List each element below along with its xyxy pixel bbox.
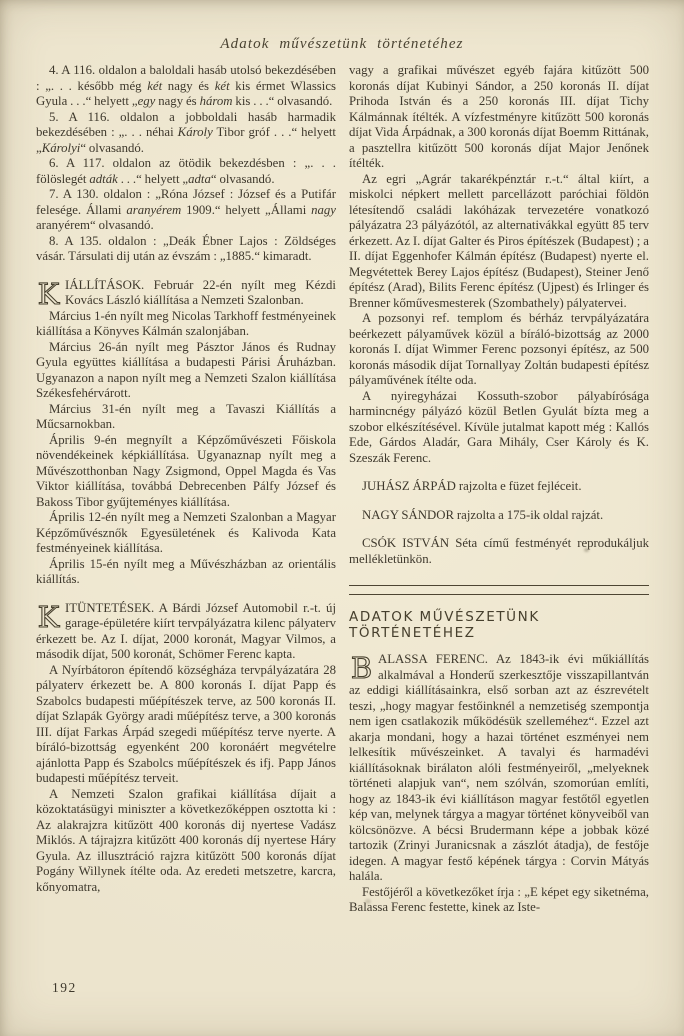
section-paragraph: BALASSA FERENC. Az 1843-ik évi műkiállítás alkalmával a Honderű szerkesztője visszapillantván az eddigi kiállításainkra, első sorban azt az észrevételt teszi, „hogy magyar festőinknél a nemzetiség szempontja nem igen csatlakozik működésük szelleméhez“. Ezzel azt akarja mondani, hogy a hazai történet eszményei nem lelkesítik művészeinket. A tavalyi és harmadévi kiállításoknak birálaton alóli festményeiről, „melyeknek történeti alapjuk van“, nem szólván, szomorúan említi, hogy az 1843-ik évi kiállításon magyar festőtől egyetlen kép van, melynek tárgya a magyar történet könyveiből van kölcsönözve. A bécsi Brudermann képe a jobbak közé tartozik (Zrinyi Juranicsnak a zászlót átadja), de festője idegen. A magyar festő képének tárgya : Corvin Mátyás halála.	[349, 651, 649, 883]
paragraph: Április 12-én nyílt meg a Nemzeti Szalonban a Magyar Képzőművésznők Egyesületének és Kalivoda Kata festményeinek kiállítása.	[36, 510, 336, 555]
right-column	[349, 63, 649, 916]
paragraph: Április 9-én megnyílt a Képzőművészeti Főiskola növendékeinek képkiállítása. Ugyanaznap nyílt meg a Művészotthonban Nagy Zsigmond, Oppel Magda és Vas Viktor kiállítása, továbbá Debrecenben Pálfy József és Bakoss Tibor gyűjteményes kiállítása.	[36, 432, 336, 509]
dropcap-initial: B	[350, 651, 373, 685]
paragraph: A pozsonyi ref. templom és bérház tervpályázatára beérkezett pályaművek közül a bíráló-bizottság az 2000 koronás I. díjat Wimmer Ferenc pozsonyi építész, az 500 koronás második díjat Tornallyay Zoltán budapesti építész pályaművének ítélte oda.	[349, 311, 649, 387]
paragraph: 8. A 135. oldalon : „Deák Ébner Lajos : Zöldséges vásár. Társulati dij után az évszám : „1885.“ kimaradt.	[36, 233, 336, 263]
paragraph: Április 15-én nyílt meg a Művészházban az orientális kiállítás.	[36, 556, 336, 586]
text-columns	[36, 63, 650, 916]
paragraph: A Nemzeti Szalon grafikai kiállítása díjait a közoktatásügyi miniszter a következőképpen osztotta ki : Az alakrajzra kitűzött 400 koronás dij nyertese Vadász Miklós. A tájrajzra kitűzött 400 koronás díj nyertese Háry Gyula. Az illusztráció rajzra kitűzött 500 koronás díjat Pogány Willynek ítélte oda. Az eredeti metszetre, karcra, kőnyomatra,	[36, 786, 336, 894]
article-section-heading: ADATOK MŰVÉSZETÜNK TÖRTÉNETÉHEZ	[349, 609, 540, 641]
dropcap-initial: K	[37, 276, 60, 311]
paragraph: Március 31-én nyílt meg a Tavaszi Kiállítás a Műcsarnokban.	[36, 401, 336, 431]
paragraph: Március 26-án nyílt meg Pásztor János és Rudnay Gyula együttes kiállítása a budapesti Párisi Áruházban. Ugyanazon a napon nyílt meg a Nemzeti Szalon kiállítása Székesfehérvárott.	[36, 339, 336, 400]
paragraph: JUHÁSZ ÁRPÁD rajzolta e füzet fejléceit.	[362, 479, 582, 493]
section-paragraph: KITÜNTETÉSEK. A Bárdi József Automobil r.-t. új garage-épületére kiírt tervpályázatra kilenc pályaterv érkezett be. Az I. díjat, 2000 koronát, Magyar Vilmos, a második díjat, 500 koronát, Schömer Ferenc kapta.	[36, 599, 336, 661]
paragraph: A nyiregyházai Kossuth-szobor pályabírósága harmincnégy pályázó közül Betlen Gyulát bízta meg a szobor elkészítésével. Kívüle jutalmat kapott még : Kallós Ede, Gárdos Aladár, Gara Mihály, Cser Károly és K. Szeszák Ferenc.	[349, 388, 649, 465]
paragraph: 5. A 116. oldalon a jobboldali hasáb harmadik bekezdésében : „. . . néhai Károly Tibor gróf . . .“ helyett „Károlyi“ olvasandó.	[36, 109, 336, 155]
paragraph: 7. A 130. oldalon : „Róna József : József és a Putifár felesége. Állami aranyérem 1909.“ helyett „Állami nagy aranyérem“ olvasandó.	[36, 187, 336, 232]
paragraph: Március 1-én nyílt meg Nicolas Tarkhoff festményeinek kiállítása a Könyves Kálmán szalonjában.	[36, 308, 336, 338]
paragraph: vagy a grafikai művészet egyéb fajára kitűzött 500 koronás díjat Kubinyi Sándor, a 250 koronás II. díjat Prihoda István és a 250 koronás III. díjat Tichy Kálmánnak ítélték. A vízfestményre kitűzött 500 koronás díjat Vida Árpádnak, a 300 koronás díjat Boemm Rittának, a pasztellra kitűzött 500 koronás díjat Major Jenőnek ítélték.	[349, 63, 649, 170]
paragraph: CSÓK ISTVÁN Séta című festményét reprodukáljuk mellékletünkön.	[349, 536, 649, 566]
paragraph: NAGY SÁNDOR rajzolta a 175-ik oldal rajzát.	[362, 507, 604, 522]
paragraph: 6. A 117. oldalon az ötödik bekezdésben : „. . . fölöslegét adták . . .“ helyett „adta“ olvasandó.	[36, 156, 336, 186]
section-paragraph: KIÁLLÍTÁSOK. Február 22-én nyílt meg Kézdi Kovács László kiállítása a Nemzeti Szalonban.	[37, 276, 336, 311]
section-divider	[349, 585, 649, 595]
dropcap-initial: K	[37, 599, 60, 634]
page-number: 192	[52, 980, 77, 995]
paragraph: 4. A 116. oldalon a baloldali hasáb utolsó bekezdésében : „. . . később még két nagy és két kis érmet Wlassics Gyula . . .“ helyett „egy nagy és három kis . . .“ olvasandó.	[36, 63, 336, 108]
running-header: Adatok művészetünk történetéhez	[220, 36, 464, 52]
paragraph: Festőjéről a következőket írja : „E képet egy siketnéma, Balassa Ferenc festette, kinek az Iste-	[349, 884, 649, 914]
left-column	[36, 63, 336, 916]
paragraph: Az egri „Agrár takarékpénztár r.-t.“ által kiírt, a miskolci népkert mellett parcellázott paróchiai földön létesítendő családi lakóházak tervezetére vonatkozó pályázatra 23 pályázótól, az alternativákkal együtt 85 terv érkezett. Az I. díjat Galter és Piros építészek (Budapest) ; a II. díjat Eggenhofer Kálmán építész (Budapest) nyerte el. Megvétettek Berey Lajos építész (Budapest), Steiner Jenő építész (Arad), Bilits Ferenc építész (Ujpest) és Irlinger és Brenner kőművesmesterek (Szombathely) pályatervei.	[349, 171, 649, 310]
paragraph: A Nyírbátoron építendő községháza tervpályázatára 28 pályaterv érkezett be. A 800 koronás I. díjat Papp és Szabolcs budapesti műépítészek terve, az 500 koronás II. díjat Szlapák György aradi műépítész terve, a 300 koronás III. díjat Farkas Árpád szegedi műépítész terve nyerte. A bíráló-bizottság egyenként 200 koronáért megvételre ajánlotta Papp és Szabolcs műépítészek és ifj. Papp János budapesti műépítész terveit.	[36, 662, 336, 785]
